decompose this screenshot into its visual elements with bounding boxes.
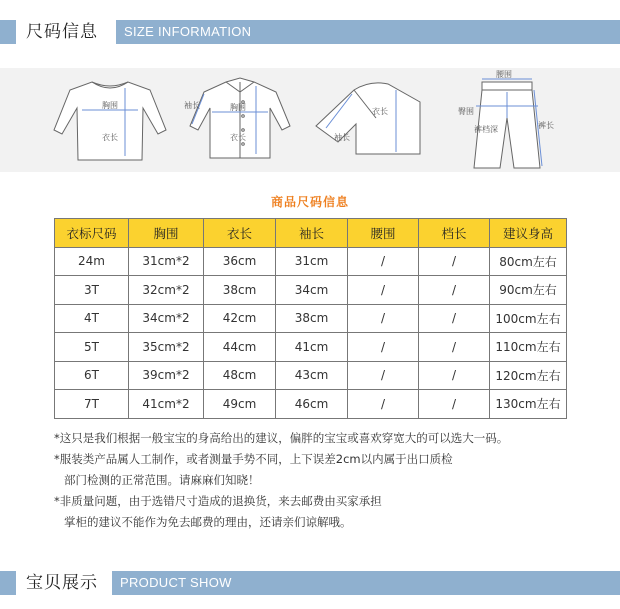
header-length: 衣长 — [204, 219, 276, 248]
pants-waist-label: 腰围 — [496, 70, 512, 79]
cell-sleeve: 34cm — [276, 276, 348, 305]
shirt-diagram — [190, 78, 290, 158]
size-info-header — [0, 20, 620, 44]
size-notes — [54, 428, 614, 533]
cell-chest: 41cm*2 — [129, 390, 204, 419]
header-accent-block — [0, 571, 16, 595]
raglan-length-label: 衣长 — [372, 107, 388, 116]
note-line: *这只是我们根据一般宝宝的身高给出的建议，偏胖的宝宝或喜欢穿宽大的可以选大一码。 — [54, 431, 509, 445]
size-table-title: 商品尺码信息 — [270, 195, 349, 209]
cell-size: 5T — [55, 333, 129, 362]
pants-hip-label: 臀围 — [458, 107, 474, 116]
note-line: *服装类产品属人工制作，或者测量手势不同，上下误差2cm以内属于出口质检 — [54, 452, 453, 466]
table-row — [55, 333, 567, 362]
cell-size: 6T — [55, 361, 129, 390]
cell-length: 36cm — [204, 247, 276, 276]
size-info-title: 尺码信息 — [26, 22, 98, 42]
pants-rise-label: 裤档深 — [474, 125, 498, 134]
cell-size: 4T — [55, 304, 129, 333]
measurement-diagrams — [0, 68, 620, 172]
size-info-subtitle: SIZE INFORMATION — [124, 24, 252, 39]
size-table — [54, 218, 567, 419]
table-row — [55, 247, 567, 276]
header-size: 衣标尺码 — [55, 219, 129, 248]
size-info-bar — [116, 20, 620, 44]
cell-waist: / — [348, 333, 419, 362]
cell-size: 7T — [55, 390, 129, 419]
cell-waist: / — [348, 304, 419, 333]
cell-sleeve: 46cm — [276, 390, 348, 419]
pants-length-label: 裤长 — [538, 121, 554, 130]
cell-sleeve: 41cm — [276, 333, 348, 362]
table-row — [55, 304, 567, 333]
cell-chest: 31cm*2 — [129, 247, 204, 276]
cell-sleeve: 38cm — [276, 304, 348, 333]
header-accent-block — [0, 20, 16, 44]
header-sleeve: 袖长 — [276, 219, 348, 248]
cell-size: 3T — [55, 276, 129, 305]
cell-chest: 39cm*2 — [129, 361, 204, 390]
shirt-length-label: 衣长 — [230, 133, 246, 142]
cell-waist: / — [348, 361, 419, 390]
top1-length-label: 衣长 — [102, 133, 118, 142]
top1-chest-label: 胸围 — [102, 101, 118, 110]
note-line: 掌柜的建议不能作为免去邮费的理由，还请亲们谅解哦。 — [64, 515, 352, 529]
cell-height: 80cm左右 — [490, 247, 567, 276]
cell-rise: / — [419, 361, 490, 390]
size-table-header-row — [55, 219, 567, 248]
cell-length: 38cm — [204, 276, 276, 305]
cell-chest: 32cm*2 — [129, 276, 204, 305]
product-show-header — [0, 571, 620, 595]
shirt-sleeve-label: 袖长 — [184, 101, 200, 110]
cell-height: 130cm左右 — [490, 390, 567, 419]
long-sleeve-top-diagram — [54, 82, 166, 160]
cell-rise: / — [419, 333, 490, 362]
cell-length: 48cm — [204, 361, 276, 390]
header-waist: 腰围 — [348, 219, 419, 248]
table-row — [55, 276, 567, 305]
cell-height: 100cm左右 — [490, 304, 567, 333]
note-line: 部门检测的正常范围。请麻麻们知晓！ — [64, 473, 260, 487]
product-show-title: 宝贝展示 — [26, 573, 98, 593]
raglan-sleeve-label: 袖长 — [334, 133, 350, 142]
cell-chest: 34cm*2 — [129, 304, 204, 333]
cell-length: 49cm — [204, 390, 276, 419]
cell-rise: / — [419, 247, 490, 276]
note-line: *非质量问题，由于选错尺寸造成的退换货，来去邮费由买家承担 — [54, 494, 382, 508]
cell-height: 120cm左右 — [490, 361, 567, 390]
cell-size: 24m — [55, 247, 129, 276]
cell-waist: / — [348, 247, 419, 276]
table-row — [55, 390, 567, 419]
shirt-chest-label: 胸围 — [230, 103, 246, 112]
table-row — [55, 361, 567, 390]
cell-rise: / — [419, 276, 490, 305]
cell-length: 44cm — [204, 333, 276, 362]
cell-chest: 35cm*2 — [129, 333, 204, 362]
cell-length: 42cm — [204, 304, 276, 333]
cell-sleeve: 31cm — [276, 247, 348, 276]
cell-height: 110cm左右 — [490, 333, 567, 362]
product-show-subtitle: PRODUCT SHOW — [120, 575, 232, 590]
cell-waist: / — [348, 276, 419, 305]
header-rise: 档长 — [419, 219, 490, 248]
header-chest: 胸围 — [129, 219, 204, 248]
cell-rise: / — [419, 304, 490, 333]
product-show-bar — [112, 571, 620, 595]
cell-waist: / — [348, 390, 419, 419]
cell-rise: / — [419, 390, 490, 419]
cell-sleeve: 43cm — [276, 361, 348, 390]
header-height: 建议身高 — [490, 219, 567, 248]
cell-height: 90cm左右 — [490, 276, 567, 305]
measurement-diagram-strip — [0, 68, 620, 172]
raglan-top-diagram — [316, 83, 420, 154]
